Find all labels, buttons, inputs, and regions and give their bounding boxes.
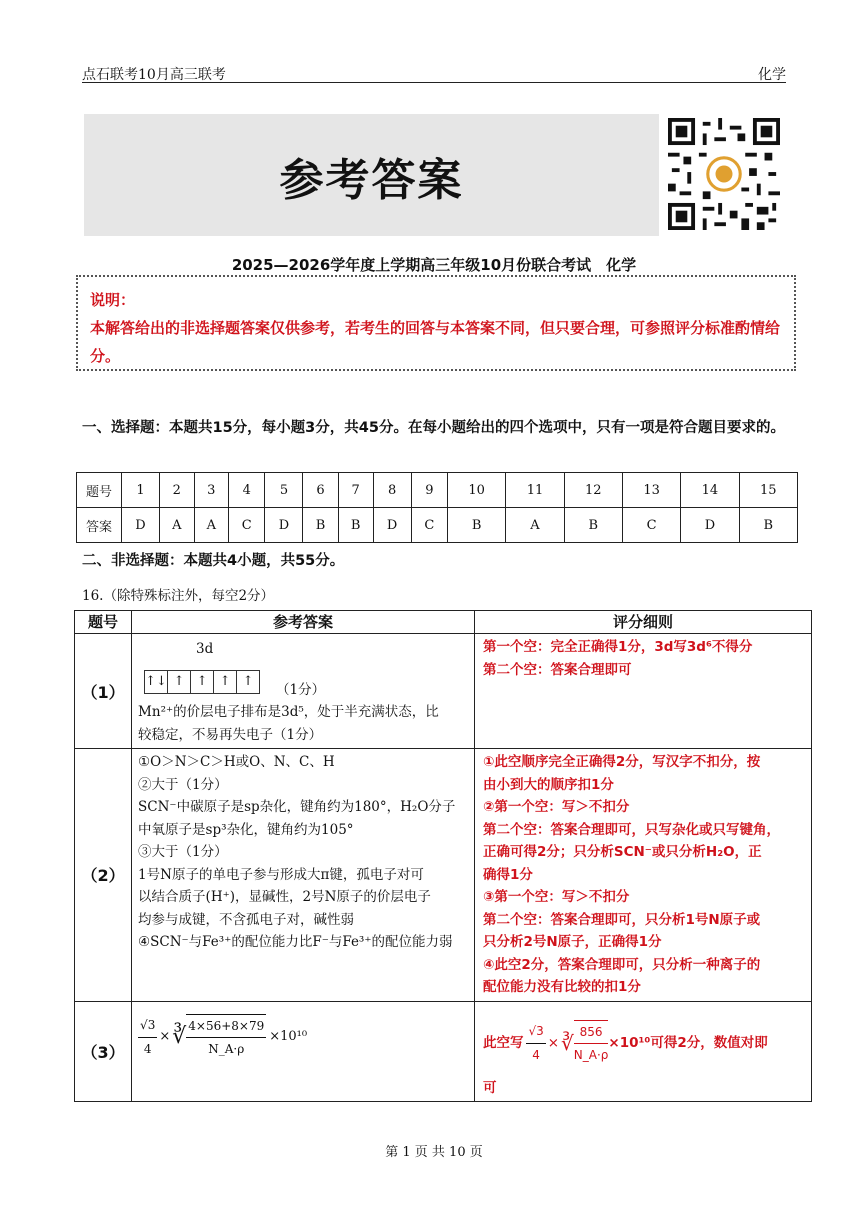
answer-line: 1号N原子的单电子参与形成大π键，孤电子对可 (138, 866, 424, 883)
criteria-line: 第一个空：完全正确得1分，3d写3d⁶不得分 (482, 639, 753, 655)
answer-cell: D (373, 508, 411, 543)
answer-line: SCN⁻中碳原子是sp杂化，键角约为180°，H₂O分子 (138, 799, 456, 815)
answer-line: ④SCN⁻与Fe³⁺的配位能力比F⁻与Fe³⁺的配位能力弱 (138, 934, 453, 950)
orbital-label: 3d (196, 641, 214, 657)
formula-den: 4 (532, 1047, 540, 1062)
answer-cell: B (303, 508, 338, 543)
answer-cell: C (622, 508, 680, 543)
table-row (75, 1001, 812, 1102)
formula-sqrt3: √3 (526, 1020, 545, 1044)
formula-times: × (547, 1034, 560, 1051)
answer-line: ①O＞N＞C＞H或O、N、C、H (138, 754, 335, 770)
orbital-box: ↑↓ (144, 670, 167, 694)
header-right: 化学 (758, 67, 786, 83)
note-body: 本解答给出的非选择题答案仅供参考，若考生的回答与本答案不同，但只要合理，可参照评分标准酌情给分。 (90, 319, 781, 365)
answer-cell: B (338, 508, 373, 543)
criteria-line: 配位能力没有比较的扣1分 (482, 979, 641, 995)
question-number: 15 (739, 473, 797, 508)
question-16-table (74, 610, 812, 1102)
question-number: 9 (411, 473, 447, 508)
question-number: 6 (303, 473, 338, 508)
criteria-line: 只分析2号N原子，正确得1分 (482, 934, 662, 950)
answer-line: ②大于（1分） (138, 776, 228, 793)
criteria-line: 第二个空：答案合理即可 (482, 661, 632, 678)
table-row (75, 749, 812, 1002)
question-number: 2 (160, 473, 195, 508)
table-row (77, 473, 798, 508)
orbital-box: ↑ (236, 670, 260, 694)
section-2-heading: 二、非选择题：本题共4小题，共55分。 (82, 553, 345, 569)
orbital-box: ↑ (190, 670, 213, 694)
answer-cell: B (564, 508, 622, 543)
criteria-line: 第二个空：答案合理即可，只写杂化或只写键角， (482, 821, 780, 838)
answer-line: 以结合质子(H⁺)，显碱性，2号N原子的价层电子 (138, 889, 431, 905)
question-number: 13 (622, 473, 680, 508)
exam-title: 2025—2026学年度上学期高三年级10月份联合考试 化学 (231, 256, 637, 274)
criteria-suffix: ×10¹⁰可得2分，数值对即 (608, 1034, 768, 1051)
criteria-line: 第二个空：答案合理即可，只分析1号N原子或 (482, 911, 761, 928)
formula-root: ∛ (172, 1023, 187, 1049)
answer-table (76, 472, 798, 543)
criteria-cell (474, 749, 811, 1002)
note-box (76, 275, 796, 371)
criteria-line: 确得1分 (482, 866, 533, 883)
question-number: 11 (506, 473, 564, 508)
header-left: 点石联考10月高三联考 (82, 67, 226, 83)
answer-cell: A (506, 508, 564, 543)
criteria-prefix: 此空写 (482, 1034, 524, 1051)
row-label: 答案 (77, 508, 122, 543)
criteria-cell (474, 634, 811, 749)
page-header (82, 64, 786, 83)
criteria-last: 可 (482, 1079, 497, 1096)
section-1-heading: 一、选择题：本题共15分，每小题3分，共45分。在每小题给出的四个选项中，只有一项是符合题目要求的。 (82, 420, 785, 436)
orbital-score: （1分） (276, 681, 326, 698)
answer-line: 均参与成键，不含孤电子对，碱性弱 (138, 911, 355, 928)
answer-cell: D (265, 508, 303, 543)
answer-cell (132, 749, 475, 1002)
criteria-line: ②第一个空：写＞不扣分 (482, 799, 630, 815)
answer-cell: C (411, 508, 447, 543)
criteria-cell (474, 1001, 811, 1102)
question-number: 12 (564, 473, 622, 508)
question-number: 10 (448, 473, 506, 508)
orbital-box: ↑ (213, 670, 236, 694)
answer-cell: B (739, 508, 797, 543)
question-number: 5 (265, 473, 303, 508)
note-heading: 说明： (90, 291, 136, 309)
table-row (77, 508, 798, 543)
question-number: 3 (194, 473, 229, 508)
formula-root: ∛ (561, 1030, 574, 1055)
formula-inner-den: N_A·ρ (573, 1048, 609, 1062)
answer-cell: D (122, 508, 160, 543)
question-number: 8 (373, 473, 411, 508)
answer-line: ③大于（1分） (138, 844, 228, 860)
formula-fraction (526, 1020, 545, 1066)
orbital-diagram (144, 670, 260, 694)
row-number: （1） (75, 634, 132, 749)
page-footer: 第 1 页 共 10 页 (385, 1145, 483, 1160)
formula-inner-den: N_A·ρ (208, 1042, 245, 1056)
criteria-line: 正确可得2分；只分析SCN⁻或只分析H₂O，正 (482, 844, 762, 860)
formula-inner-fraction (186, 1014, 266, 1061)
criteria-line: ④此空2分，答案合理即可，只分析一种离子的 (482, 956, 761, 973)
criteria-line: ③第一个空：写＞不扣分 (482, 889, 630, 905)
question-16-label: 16.（除特殊标注外，每空2分） (82, 588, 275, 604)
table-header-row (75, 611, 812, 634)
col-header-answer: 参考答案 (132, 611, 475, 634)
qr-code-icon (668, 118, 780, 230)
answer-line: 较稳定，不易再失电子（1分） (138, 726, 323, 743)
criteria-line: ①此空顺序完全正确得2分，写汉字不扣分，按 (482, 754, 761, 770)
density-formula (138, 1014, 468, 1061)
orbital-box: ↑ (167, 670, 190, 694)
question-number: 4 (229, 473, 265, 508)
banner-text: 参考答案 (279, 155, 464, 206)
criteria-inner-num: 856 (574, 1021, 609, 1045)
title-banner (84, 114, 659, 236)
question-number: 1 (122, 473, 160, 508)
formula-inner-num: 4×56+8×79 (186, 1015, 266, 1039)
criteria-inner-fraction (574, 1020, 609, 1067)
row-number: （2） (75, 749, 132, 1002)
table-row (75, 634, 812, 749)
col-header-criteria: 评分细则 (474, 611, 811, 634)
answer-cell: D (681, 508, 739, 543)
col-header-number: 题号 (75, 611, 132, 634)
row-label: 题号 (77, 473, 122, 508)
formula-sqrt3: √3 (138, 1014, 157, 1038)
answer-cell: A (194, 508, 229, 543)
criteria-formula-line (483, 1020, 803, 1067)
answer-line: Mn²⁺的价层电子排布是3d⁵，处于半充满状态，比 (138, 704, 439, 720)
question-number: 14 (681, 473, 739, 508)
answer-cell (132, 1001, 475, 1102)
answer-cell: B (448, 508, 506, 543)
criteria-line: 由小到大的顺序扣1分 (482, 776, 614, 793)
answer-line: 中氧原子是sp³杂化，键角约为105° (138, 821, 354, 838)
question-number: 7 (338, 473, 373, 508)
formula-fraction (138, 1014, 157, 1060)
formula-times: × (159, 1028, 171, 1044)
formula-den: 4 (143, 1041, 152, 1056)
answer-cell (132, 634, 475, 749)
answer-cell: C (229, 508, 265, 543)
formula-tail: ×10¹⁰ (269, 1028, 308, 1044)
answer-cell: A (160, 508, 195, 543)
row-number: （3） (75, 1001, 132, 1102)
